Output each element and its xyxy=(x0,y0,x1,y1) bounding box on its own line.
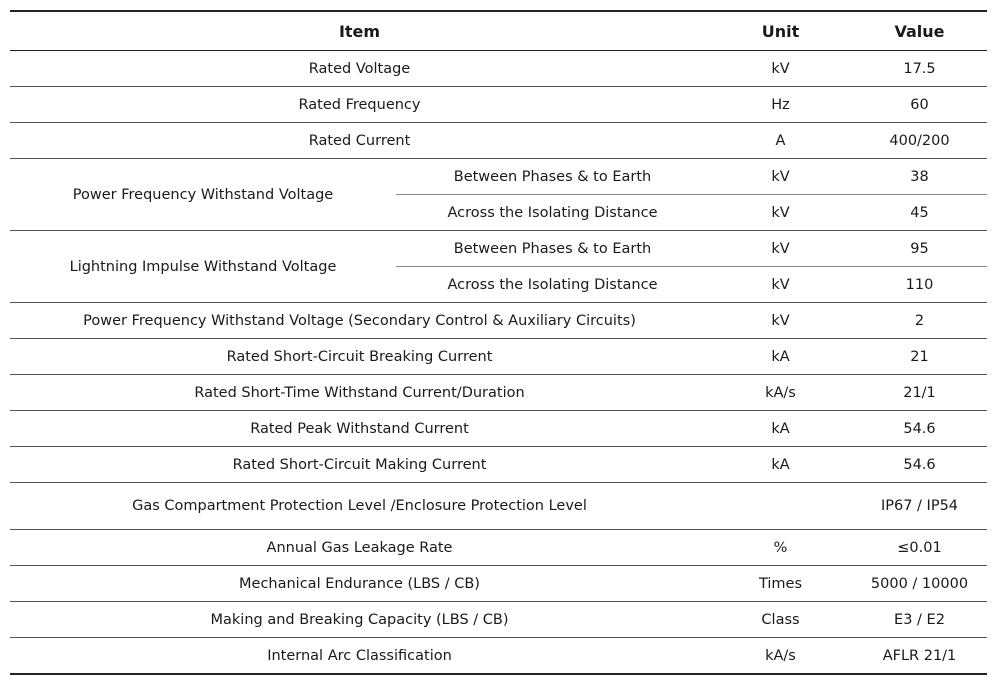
row-unit xyxy=(709,483,852,530)
table-row xyxy=(10,87,987,123)
row-value: 95 xyxy=(852,231,987,267)
row-unit: Times xyxy=(709,566,852,602)
row-unit: kV xyxy=(709,51,852,87)
row-item: Rated Current xyxy=(10,123,709,159)
spec-table xyxy=(10,10,987,675)
table-row xyxy=(10,375,987,411)
row-value: 400/200 xyxy=(852,123,987,159)
table-row xyxy=(10,51,987,87)
row-value: 54.6 xyxy=(852,447,987,483)
table-row xyxy=(10,566,987,602)
row-unit: kV xyxy=(709,303,852,339)
table-row xyxy=(10,411,987,447)
row-value: 60 xyxy=(852,87,987,123)
row-item: Rated Short-Circuit Making Current xyxy=(10,447,709,483)
row-unit: kV xyxy=(709,231,852,267)
row-unit: % xyxy=(709,530,852,566)
row-value: 5000 / 10000 xyxy=(852,566,987,602)
table-row xyxy=(10,159,987,195)
table-row xyxy=(10,602,987,638)
header-item: Item xyxy=(10,11,709,51)
row-unit: kV xyxy=(709,267,852,303)
row-item: Internal Arc Classification xyxy=(10,638,709,675)
row-item: Power Frequency Withstand Voltage (Secondary Control & Auxiliary Circuits) xyxy=(10,303,709,339)
row-value: AFLR 21/1 xyxy=(852,638,987,675)
table-row xyxy=(10,123,987,159)
row-value: 38 xyxy=(852,159,987,195)
row-unit: Class xyxy=(709,602,852,638)
header-value: Value xyxy=(852,11,987,51)
row-item: Rated Voltage xyxy=(10,51,709,87)
table-row xyxy=(10,339,987,375)
table-header-row xyxy=(10,11,987,51)
row-unit: kA/s xyxy=(709,375,852,411)
row-value: 21 xyxy=(852,339,987,375)
table-row xyxy=(10,638,987,675)
row-item: Annual Gas Leakage Rate xyxy=(10,530,709,566)
row-value: 54.6 xyxy=(852,411,987,447)
row-subitem: Between Phases & to Earth xyxy=(396,231,709,267)
row-value: E3 / E2 xyxy=(852,602,987,638)
row-value: ≤0.01 xyxy=(852,530,987,566)
row-value: 45 xyxy=(852,195,987,231)
row-item: Gas Compartment Protection Level /Enclosure Protection Level xyxy=(10,483,709,530)
row-group-item: Power Frequency Withstand Voltage xyxy=(10,159,396,231)
row-item: Rated Short-Time Withstand Current/Duration xyxy=(10,375,709,411)
row-value: IP67 / IP54 xyxy=(852,483,987,530)
row-subitem: Across the Isolating Distance xyxy=(396,267,709,303)
row-unit: kA/s xyxy=(709,638,852,675)
row-subitem: Across the Isolating Distance xyxy=(396,195,709,231)
table-row xyxy=(10,303,987,339)
row-item: Rated Short-Circuit Breaking Current xyxy=(10,339,709,375)
table-row xyxy=(10,231,987,267)
row-item: Rated Peak Withstand Current xyxy=(10,411,709,447)
table-row xyxy=(10,483,987,530)
row-unit: kA xyxy=(709,411,852,447)
row-unit: A xyxy=(709,123,852,159)
row-unit: kV xyxy=(709,195,852,231)
row-value: 2 xyxy=(852,303,987,339)
table-row xyxy=(10,530,987,566)
row-group-item: Lightning Impulse Withstand Voltage xyxy=(10,231,396,303)
row-unit: kA xyxy=(709,339,852,375)
row-value: 21/1 xyxy=(852,375,987,411)
header-unit: Unit xyxy=(709,11,852,51)
row-item: Making and Breaking Capacity (LBS / CB) xyxy=(10,602,709,638)
row-item: Mechanical Endurance (LBS / CB) xyxy=(10,566,709,602)
row-unit: kA xyxy=(709,447,852,483)
row-subitem: Between Phases & to Earth xyxy=(396,159,709,195)
spec-table-container xyxy=(10,10,987,675)
table-row xyxy=(10,447,987,483)
row-value: 17.5 xyxy=(852,51,987,87)
row-unit: Hz xyxy=(709,87,852,123)
row-value: 110 xyxy=(852,267,987,303)
row-item: Rated Frequency xyxy=(10,87,709,123)
row-unit: kV xyxy=(709,159,852,195)
